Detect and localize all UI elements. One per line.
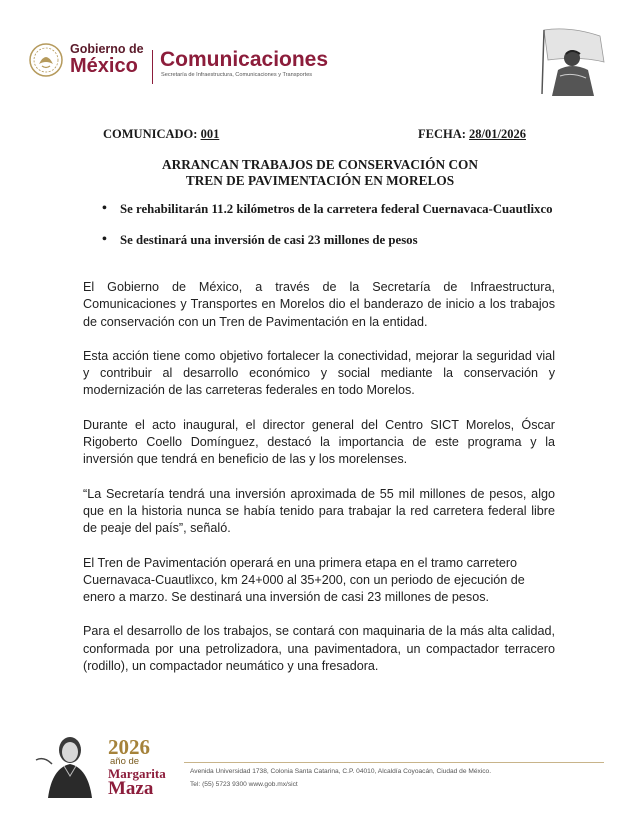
footer-margarita: Margarita <box>108 766 166 781</box>
body-text <box>83 279 555 692</box>
header-divider <box>152 50 153 84</box>
dependency-subtitle: Secretaría de Infraestructura, Comunicaciones y Transportes <box>161 72 313 78</box>
footer-ano-de: año de <box>110 756 140 767</box>
bullet-item: • Se destinará una inversión de casi 23 millones de pesos <box>102 232 562 248</box>
gobierno-big-text: México <box>70 55 138 77</box>
footer-address: Avenida Universidad 1738, Colonia Santa Catarina, C.P. 04010, Alcaldía Coyoacán, Ciudad de México. <box>190 768 492 775</box>
gobierno-small-text: Gobierno de <box>70 42 144 56</box>
bullet-item: • Se rehabilitarán 11.2 kilómetros de la carretera federal Cuernavaca-Cuautlixco <box>102 201 562 217</box>
patria-illustration-icon <box>530 26 610 96</box>
footer-year: 2026 <box>108 735 150 759</box>
headline-line-1: ARRANCAN TRABAJOS DE CONSERVACIÓN CON <box>162 157 478 172</box>
comunicado-label: COMUNICADO: <box>103 127 198 141</box>
paragraph: El Tren de Pavimentación operará en una primera etapa en el tramo carretero Cuernavaca-Cuautlixco, km 24+000 al 35+200, con un periodo de ejecución de enero a marzo. Se destinará una inversión de casi 23 millones de pesos. <box>83 555 525 605</box>
bullet-list <box>102 201 562 248</box>
fecha-value: 28/01/2026 <box>469 127 526 141</box>
gobierno-de-mexico-logo <box>70 43 144 77</box>
fecha-label: FECHA: <box>418 127 466 141</box>
margarita-maza-portrait-icon <box>34 730 104 798</box>
coat-of-arms-icon <box>28 42 64 78</box>
paragraph: El Gobierno de México, a través de la Secretaría de Infraestructura, Comunicaciones y Transportes en Morelos dio el banderazo de inicio a los trabajos de conservación con un Tren de Pavimentación en la entidad. <box>83 280 555 329</box>
dependency-title: Comunicaciones <box>160 48 329 71</box>
paragraph: Para el desarrollo de los trabajos, se contará con maquinaria de la más alta calidad, conformada por una petrolizadora, una pavimentadora, un compactador terracero (rodillo), un compactador neumático y una fresadora. <box>83 624 555 674</box>
footer-contact: Tel: (55) 5723 9300 www.gob.mx/sict <box>190 781 298 788</box>
headline-line-2: TREN DE PAVIMENTACIÓN EN MORELOS <box>185 173 455 188</box>
paragraph: Esta acción tiene como objetivo fortalecer la conectividad, mejorar la seguridad vial y contribuir al desarrollo económico y social mediante la conservación y modernización de las carreteras federales en todo Morelos. <box>83 348 555 398</box>
fecha-line <box>418 127 526 142</box>
footer-divider <box>184 762 604 763</box>
paragraph: “La Secretaría tendrá una inversión aproximada de 55 mil millones de pesos, algo que en la historia nunca se había tenido para trabajar la red carretera federal libre de peaje del país”, señaló. <box>83 486 555 536</box>
comunicado-number: 001 <box>200 127 220 141</box>
comunicado-line <box>103 127 219 142</box>
headline <box>80 157 560 189</box>
paragraph: Durante el acto inaugural, el director general del Centro SICT Morelos, Óscar Rigoberto Coello Domínguez, destacó la importancia de este programa y la inversión que tendrá en beneficio de las y los morelenses. <box>83 417 555 467</box>
footer-maza: Maza <box>108 778 154 799</box>
